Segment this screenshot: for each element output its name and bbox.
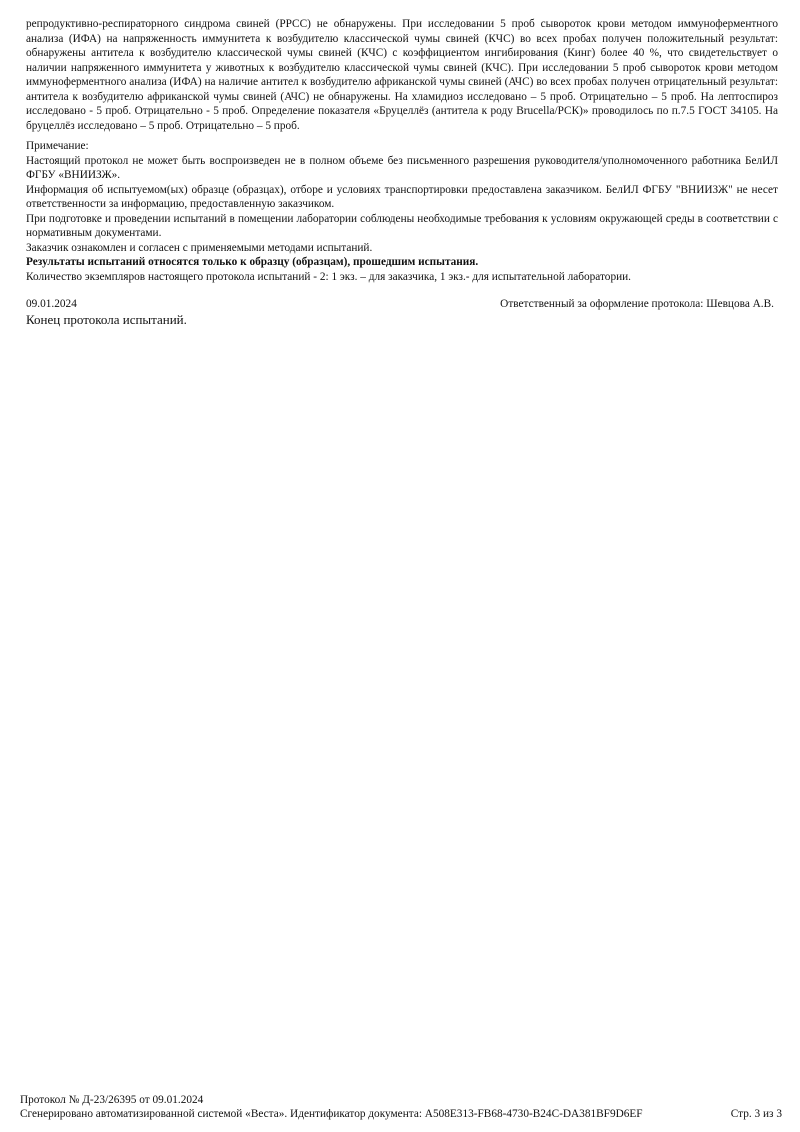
results-section bbox=[26, 17, 778, 133]
protocol-date: 09.01.2024 bbox=[26, 298, 77, 310]
footer-protocol-ref: Протокол № Д-23/26395 от 09.01.2024 bbox=[20, 1094, 204, 1106]
note-customer-info: Информация об испытуемом(ых) образце (образцах), отборе и условиях транспортировки предоставлена заказчиком. БелИЛ ФГБУ "ВНИИЗЖ" не несет ответственности за информацию, предоставленную заказчиком. bbox=[26, 183, 778, 210]
signature-row bbox=[26, 297, 774, 311]
footer-generated-by: Сгенерировано автоматизированной системой «Веста». Идентификатор документа: A508E313-FB68-4730-B24C-DA381BF9D6EF bbox=[20, 1108, 643, 1120]
note-methods-agreement: Заказчик ознакомлен и согласен с применяемыми методами испытаний. bbox=[26, 241, 373, 254]
note-results-scope: Результаты испытаний относятся только к образцу (образцам), прошедшим испытания. bbox=[26, 256, 479, 268]
footer-page-number: Стр. 3 из 3 bbox=[730, 1108, 782, 1120]
page-footer bbox=[20, 1093, 782, 1121]
results-paragraph: репродуктивно-респираторного синдрома свиней (РРСС) не обнаружены. При исследовании 5 проб сывороток крови методом иммуноферментного анализа (ИФА) на напряженность иммунитета к возбудителю классической чумы свиней (КЧС) во всех пробах получен положительный результат: обнаружены антитела к возбудителю классической чумы свиней (КЧС) с коэффициентом ингибирования (Кинг) более 40 %, что свидетельствует о наличии напряженного иммунитета у животных к возбудителю классической чумы свиней (КЧС). При исследовании 5 проб сывороток крови методом иммуноферментного анализа (ИФА) на наличие антител к возбудителю африканской чумы свиней (АЧС) во всех пробах получен отрицательный результат: антитела к возбудителю африканской чумы свиней (АЧС) не обнаружены. На хламидиоз исследовано – 5 проб. Отрицательно – 5 проб. На лептоспироз исследовано - 5 проб. Отрицательно - 5 проб. Определение показателя «Бруцеллёз (антитела к роду Brucella/РСК)» проводилось по п.7.5 ГОСТ 34105. На бруцеллёз исследовано – 5 проб. Отрицательно – 5 проб. bbox=[26, 18, 778, 132]
footer-bottom-row bbox=[20, 1107, 782, 1121]
responsible-person: Ответственный за оформление протокола: Шевцова А.В. bbox=[500, 298, 774, 310]
notes-section bbox=[26, 139, 778, 284]
end-of-protocol: Конец протокола испытаний. bbox=[26, 312, 187, 327]
note-reproduction: Настоящий протокол не может быть воспроизведен не в полном объеме без письменного разрешения руководителя/уполномоченного работника БелИЛ ФГБУ «ВНИИЗЖ». bbox=[26, 154, 778, 181]
note-heading: Примечание: bbox=[26, 140, 89, 152]
note-copies: Количество экземпляров настоящего протокола испытаний - 2: 1 экз. – для заказчика, 1 экз.- для испытательной лаборатории. bbox=[26, 270, 632, 283]
note-lab-conditions: При подготовке и проведении испытаний в помещении лаборатории соблюдены необходимые требования к условиям окружающей среды в соответствии с нормативным документами. bbox=[26, 212, 778, 239]
